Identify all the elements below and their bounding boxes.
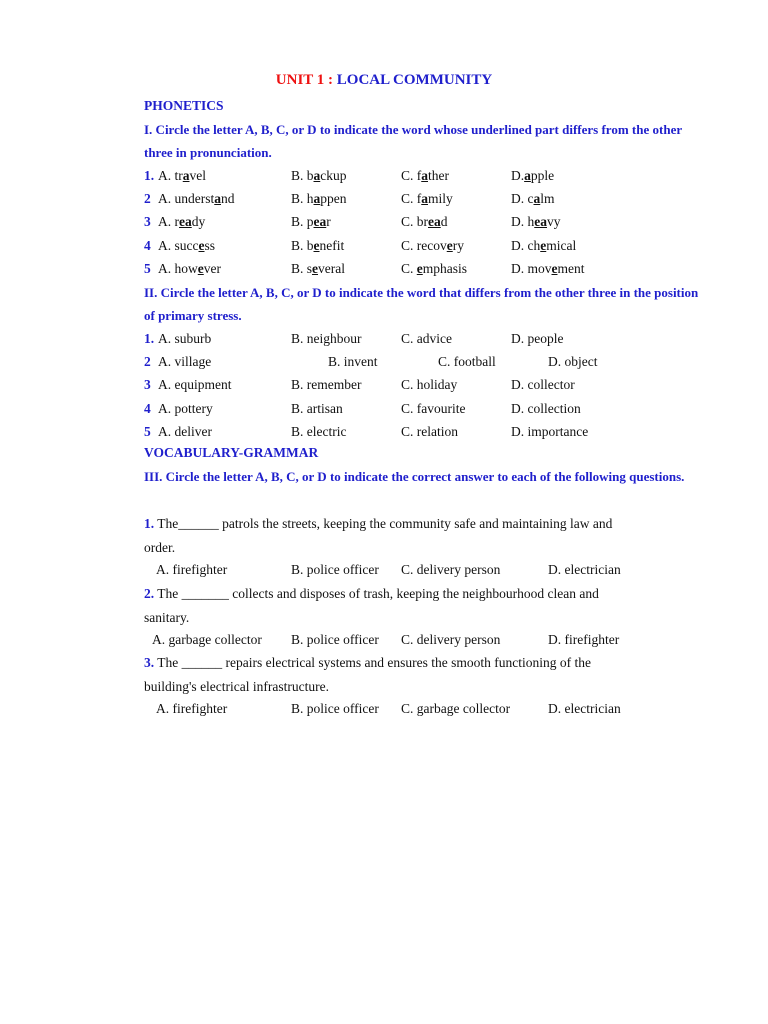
option-c: C. football: [438, 354, 496, 370]
option-b: B. police officer: [291, 632, 379, 647]
underlined-sound: a: [182, 168, 190, 183]
question-text: [144, 651, 644, 698]
part1-instruction: I. Circle the letter A, B, C, or D to indicate the word whose underlined part differs from the other three in pronunciation.: [144, 122, 682, 160]
option-b: B. artisan: [291, 400, 343, 416]
question-body: The ______ repairs electrical systems and ensures the smooth functioning of the building's electrical infrastructure.: [144, 655, 592, 694]
option-c: C. recovery: [401, 237, 464, 253]
underlined-sound: e: [313, 237, 320, 253]
question-number: 3.: [144, 655, 155, 670]
question-number: 4: [144, 237, 151, 253]
pronunciation-row: [144, 238, 744, 258]
question-body: The______ patrols the streets, keeping the community safe and maintaining law and order.: [144, 516, 613, 555]
answer-options: [144, 632, 744, 652]
option-c: C. family: [401, 191, 453, 207]
option-a: A. understand: [158, 191, 235, 207]
stress-row: [144, 424, 744, 444]
unit-topic: LOCAL COMMUNITY: [333, 72, 493, 88]
stress-row: [144, 377, 744, 397]
option-d: D. electrician: [548, 562, 621, 577]
option-c: C. delivery person: [401, 632, 501, 647]
answer-options: [144, 562, 744, 582]
underlined-sound: e: [551, 260, 558, 276]
option-d: D. heavy: [511, 214, 561, 230]
underlined-sound: e: [198, 237, 205, 253]
question-number: 2.: [144, 586, 155, 601]
underlined-sound: ea: [534, 214, 547, 230]
option-b: B. pear: [291, 214, 331, 230]
underlined-sound: e: [540, 237, 547, 253]
underlined-sound: a: [313, 168, 321, 183]
underlined-sound: a: [533, 191, 541, 207]
option-b: B. remember: [291, 377, 362, 393]
question-body: The _______ collects and disposes of trash, keeping the neighbourhood clean and sanitary.: [144, 586, 599, 625]
option-b: B. electric: [291, 423, 347, 439]
option-a: A. village: [158, 354, 212, 370]
option-c: C. bread: [401, 214, 448, 230]
question-number: 2: [144, 354, 151, 370]
option-d: D. importance: [511, 423, 589, 439]
part2-instruction: II. Circle the letter A, B, C, or D to indicate the word that differs from the other three in the position of primary stress.: [144, 285, 699, 323]
pronunciation-row: [144, 214, 744, 234]
underlined-sound: a: [214, 191, 221, 207]
option-b: B. neighbour: [291, 331, 362, 346]
option-a: A. garbage collector: [152, 632, 262, 647]
option-c: C. emphasis: [401, 260, 468, 276]
option-a: A. pottery: [158, 400, 213, 416]
underlined-sound: ea: [428, 214, 441, 230]
stress-row: [144, 331, 744, 351]
question-text: [144, 582, 644, 629]
option-d: D. electrician: [548, 701, 621, 716]
question-number: 4: [144, 400, 151, 416]
question-number: 1.: [144, 331, 155, 346]
underlined-sound: a: [421, 191, 428, 207]
underlined-sound: ea: [179, 214, 192, 230]
option-d: D.apple: [511, 168, 555, 183]
underlined-sound: a: [421, 168, 428, 183]
question-number: 5: [144, 423, 151, 439]
option-a: A. however: [158, 260, 221, 276]
option-a: A. travel: [158, 168, 206, 183]
option-a: A. deliver: [158, 423, 212, 439]
pronunciation-row: [144, 191, 744, 211]
answer-options: [144, 701, 744, 721]
pronunciation-row: [144, 168, 744, 188]
option-b: B. happen: [291, 191, 347, 207]
pronunciation-row: [144, 261, 744, 281]
option-d: D. people: [511, 331, 564, 346]
underlined-sound: e: [312, 260, 319, 276]
option-d: D. movement: [511, 260, 585, 276]
option-d: D. calm: [511, 191, 555, 207]
option-a: A. equipment: [158, 377, 232, 393]
option-a: A. ready: [158, 214, 206, 230]
option-b: B. backup: [291, 168, 347, 183]
stress-row: [144, 354, 744, 374]
question-number: 2: [144, 191, 151, 207]
unit-label: UNIT 1 :: [275, 72, 334, 88]
option-c: C. father: [401, 168, 449, 183]
underlined-sound: a: [313, 191, 321, 207]
option-d: D. object: [548, 354, 598, 370]
option-d: D. collector: [511, 377, 575, 393]
option-d: D. chemical: [511, 237, 577, 253]
question-number: 1.: [144, 168, 155, 183]
option-a: A. firefighter: [156, 701, 228, 716]
option-c: C. delivery person: [401, 562, 501, 577]
option-b: B. several: [291, 260, 345, 276]
option-c: C. relation: [401, 423, 458, 439]
option-d: D. collection: [511, 400, 581, 416]
question-number: 5: [144, 260, 151, 276]
question-number: 1.: [144, 516, 155, 531]
option-a: A. firefighter: [156, 562, 228, 577]
underlined-sound: e: [446, 237, 453, 253]
page-title: [0, 72, 768, 89]
part3-instruction: III. Circle the letter A, B, C, or D to indicate the correct answer to each of the following questions.: [144, 469, 685, 484]
underlined-sound: e: [416, 260, 423, 276]
section-vocab-grammar: VOCABULARY-GRAMMAR: [144, 445, 319, 460]
option-d: D. firefighter: [548, 632, 620, 647]
underlined-sound: ea: [313, 214, 327, 230]
option-b: B. police officer: [291, 701, 379, 716]
question-number: 3: [144, 377, 151, 393]
section-phonetics: PHONETICS: [144, 98, 224, 113]
option-b: B. benefit: [291, 237, 345, 253]
option-c: C. holiday: [401, 377, 458, 393]
option-a: A. success: [158, 237, 216, 253]
option-b: B. invent: [328, 354, 378, 370]
option-c: C. favourite: [401, 400, 466, 416]
option-a: A. suburb: [158, 331, 212, 346]
option-b: B. police officer: [291, 562, 379, 577]
option-c: C. garbage collector: [401, 701, 511, 716]
option-c: C. advice: [401, 331, 452, 346]
underlined-sound: e: [197, 260, 204, 276]
question-number: 3: [144, 214, 151, 230]
stress-row: [144, 401, 744, 421]
underlined-sound: a: [524, 168, 531, 183]
question-text: [144, 512, 644, 559]
